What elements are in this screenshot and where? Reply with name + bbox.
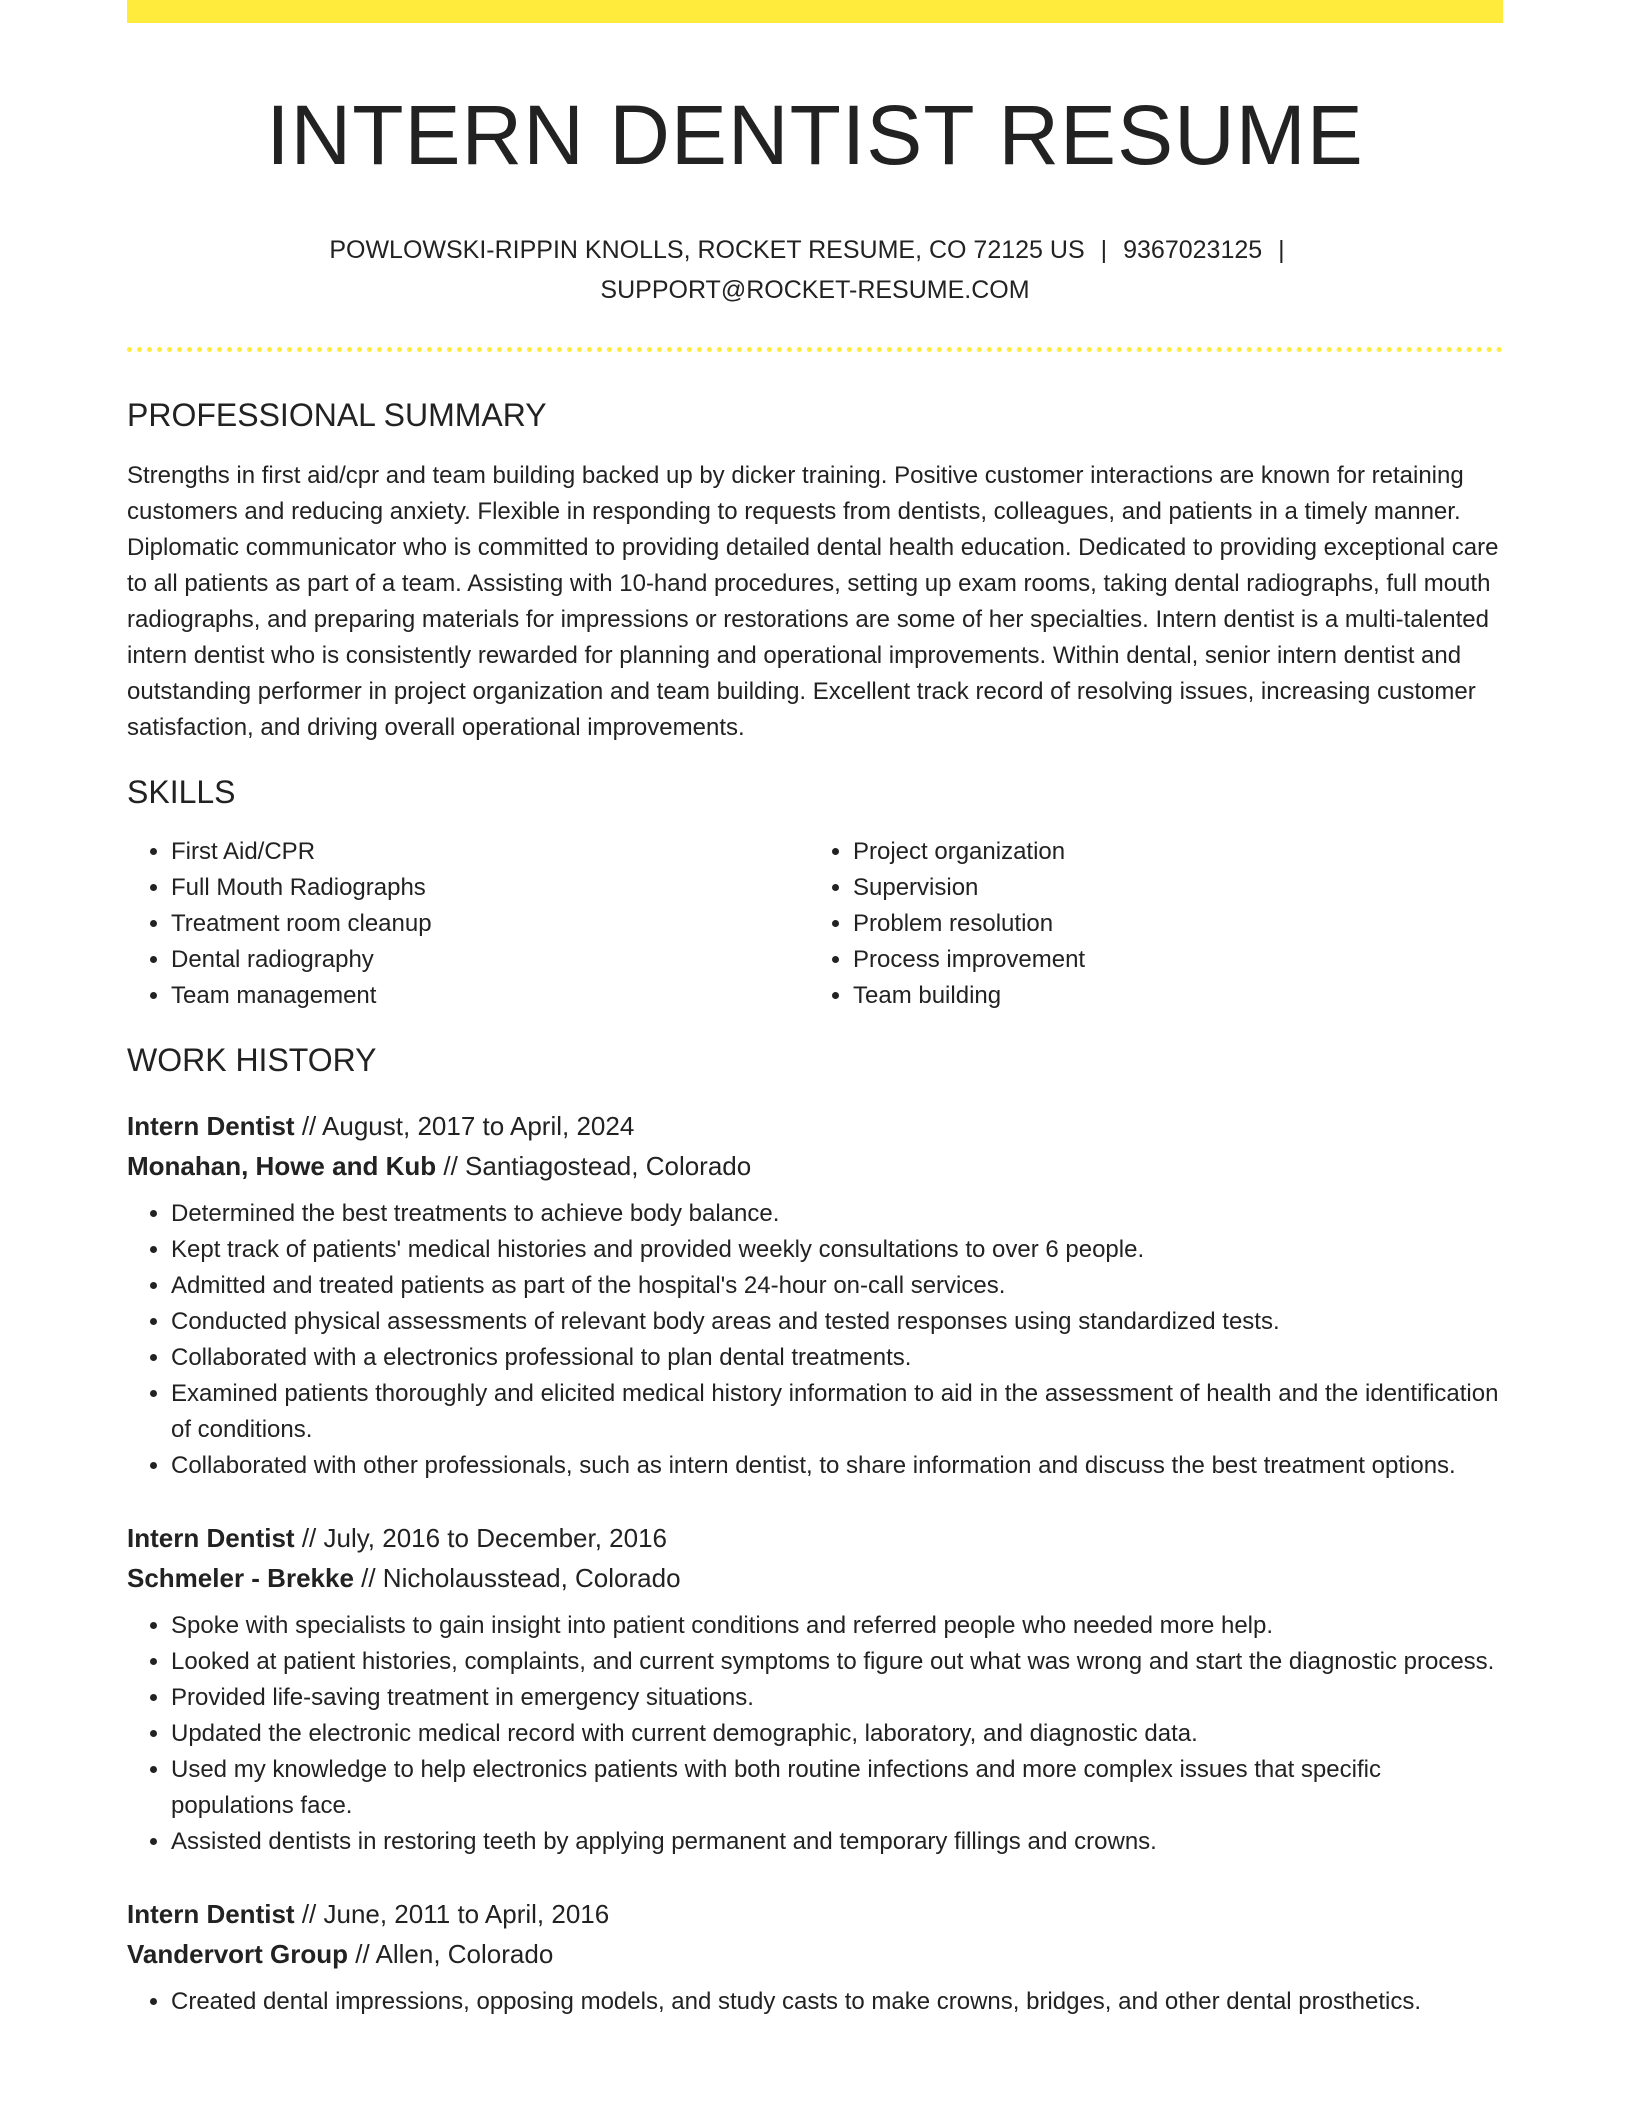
job-bullet: • Spoke with specialists to gain insight into patient conditions and referred people who needed more help. (171, 1608, 1503, 1644)
skills-list (127, 834, 1503, 1014)
job-bullets (127, 1984, 1503, 2020)
job-bullet: • Used my knowledge to help electronics patients with both routine infections and more complex issues that specific populations face. (171, 1752, 1503, 1824)
job-bullet: • Looked at patient histories, complaints, and current symptoms to figure out what was wrong and start the diagnostic process. (171, 1644, 1503, 1680)
job-entry (127, 1518, 1503, 1860)
summary-text: Strengths in first aid/cpr and team building backed up by dicker training. Positive customer interactions are known for retaining customers and reducing anxiety. Flexible in responding to requests from dentists, colleagues, and patients in a timely manner. Diplomatic communicator who is committed to providing detailed dental health education. Dedicated to providing exceptional care to all patients as part of a team. Assisting with 10-hand procedures, setting up exam rooms, taking dental radiographs, full mouth radiographs, and preparing materials for impressions or restorations are some of her specialties. Intern dentist is a multi-talented intern dentist who is consistently rewarded for planning and operational improvements. Within dental, senior intern dentist and outstanding performer in project organization and team building. Excellent track record of resolving issues, increasing customer satisfaction, and driving overall operational improvements. (127, 462, 1499, 741)
skill-item: • Project organization (853, 834, 1487, 870)
top-accent-bar (127, 0, 1503, 23)
skill-item: • First Aid/CPR (171, 834, 805, 870)
job-bullet: • Collaborated with a electronics professional to plan dental treatments. (171, 1340, 1503, 1376)
dotted-divider (127, 347, 1503, 352)
skill-item: • Team building (853, 978, 1487, 1014)
job-title: Intern Dentist (127, 1899, 295, 1929)
job-bullet: • Assisted dentists in restoring teeth by applying permanent and temporary fillings and crowns. (171, 1824, 1503, 1860)
resume-page (127, 0, 1503, 2020)
skills-column-left (127, 834, 805, 1014)
contact-separator: | (1278, 236, 1285, 264)
job-location: // Santiagostead, Colorado (443, 1151, 752, 1181)
resume-title: INTERN DENTIST RESUME (266, 88, 1364, 182)
job-title: Intern Dentist (127, 1111, 295, 1141)
skills-heading: SKILLS (127, 774, 236, 810)
job-bullet: • Updated the electronic medical record with current demographic, laboratory, and diagnostic data. (171, 1716, 1503, 1752)
job-bullet: • Admitted and treated patients as part of the hospital's 24-hour on-call services. (171, 1268, 1503, 1304)
job-company: Schmeler - Brekke (127, 1563, 354, 1593)
job-dates: // July, 2016 to December, 2016 (301, 1523, 667, 1553)
job-title-line (127, 1894, 1503, 1934)
job-company: Monahan, Howe and Kub (127, 1151, 437, 1181)
job-company: Vandervort Group (127, 1939, 349, 1969)
contact-phone: 9367023125 (1123, 236, 1263, 264)
contact-info (127, 230, 1503, 310)
skill-item: • Process improvement (853, 942, 1487, 978)
job-dates: // June, 2011 to April, 2016 (301, 1899, 610, 1929)
job-bullet: • Examined patients thoroughly and elicited medical history information to aid in the assessment of health and the identification of conditions. (171, 1376, 1503, 1448)
job-location: // Nicholausstead, Colorado (361, 1563, 681, 1593)
job-bullets (127, 1608, 1503, 1860)
job-title-line (127, 1106, 1503, 1146)
job-title: Intern Dentist (127, 1523, 295, 1553)
contact-line-1 (127, 230, 1503, 270)
skill-item: • Problem resolution (853, 906, 1487, 942)
skills-column-right (805, 834, 1487, 1014)
job-location: // Allen, Colorado (355, 1939, 554, 1969)
job-company-line (127, 1934, 1503, 1974)
job-entry (127, 1894, 1503, 2020)
job-bullet: • Provided life-saving treatment in emergency situations. (171, 1680, 1503, 1716)
skill-item: • Treatment room cleanup (171, 906, 805, 942)
skill-item: • Full Mouth Radiographs (171, 870, 805, 906)
contact-separator: | (1100, 236, 1108, 264)
job-dates: // August, 2017 to April, 2024 (301, 1111, 635, 1141)
contact-line-2 (127, 270, 1503, 310)
job-title-line (127, 1518, 1503, 1558)
job-bullet: • Collaborated with other professionals, such as intern dentist, to share information and discuss the best treatment options. (171, 1448, 1503, 1484)
skill-item: • Supervision (853, 870, 1487, 906)
job-bullet: • Created dental impressions, opposing models, and study casts to make crowns, bridges, and other dental prosthetics. (171, 1984, 1503, 2020)
skill-item: • Dental radiography (171, 942, 805, 978)
contact-email: SUPPORT@ROCKET-RESUME.COM (600, 276, 1030, 304)
skill-item: • Team management (171, 978, 805, 1014)
job-company-line (127, 1146, 1503, 1186)
job-bullet: • Kept track of patients' medical histories and provided weekly consultations to over 6 people. (171, 1232, 1503, 1268)
job-bullet: • Conducted physical assessments of relevant body areas and tested responses using standardized tests. (171, 1304, 1503, 1340)
job-bullet: • Determined the best treatments to achieve body balance. (171, 1196, 1503, 1232)
job-entry (127, 1106, 1503, 1484)
job-company-line (127, 1558, 1503, 1598)
summary-heading: PROFESSIONAL SUMMARY (127, 397, 547, 433)
contact-address: POWLOWSKI-RIPPIN KNOLLS, ROCKET RESUME, CO 72125 US (329, 236, 1085, 264)
work-history-heading: WORK HISTORY (127, 1042, 377, 1078)
job-bullets (127, 1196, 1503, 1484)
